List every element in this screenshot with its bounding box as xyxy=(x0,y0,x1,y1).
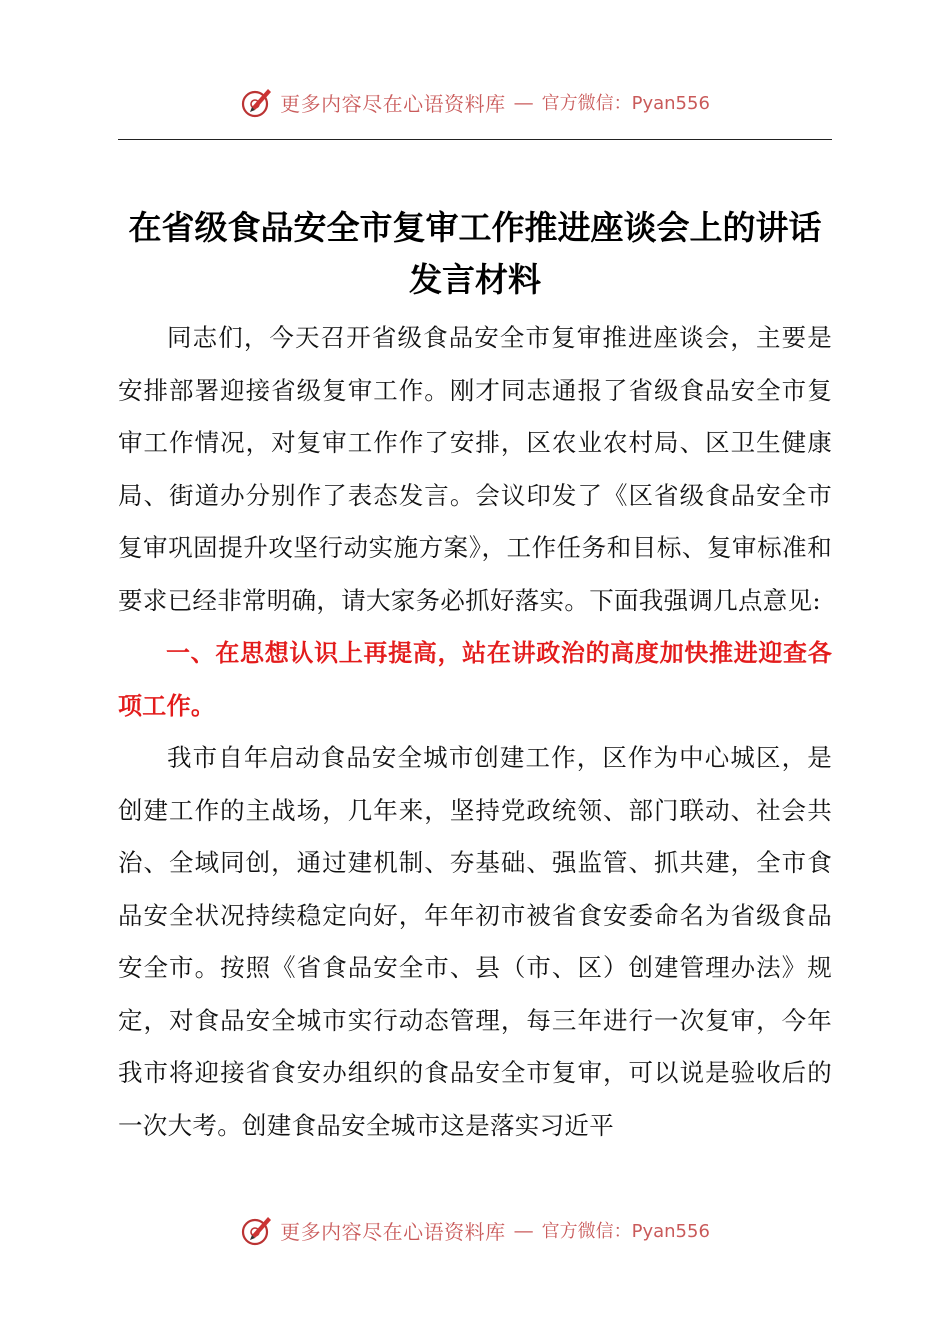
header-divider xyxy=(118,139,832,140)
document-body xyxy=(118,312,832,1152)
paragraph-intro: 同志们，今天召开省级食品安全市复审推进座谈会，主要是安排部署迎接省级复审工作。刚才同志通报了省级食品安全市复审工作情况，对复审工作作了安排，区农业农村局、区卫生健康局、街道办分别作了表态发言。会议印发了《区省级食品安全市复审巩固提升攻坚行动实施方案》，工作任务和目标、复审标准和要求已经非常明确，请大家务必抓好落实。下面我强调几点意见: xyxy=(118,323,832,615)
banner-contact-text: 官方微信：Pyan556 xyxy=(541,93,710,114)
banner-site-text: 更多内容尽在心语资料库 xyxy=(280,1219,506,1244)
paragraph-section-1: 我市自年启动食品安全城市创建工作，区作为中心城区，是创建工作的主战场，几年来，坚持党政统领、部门联动、社会共治、全域同创，通过建机制、夯基础、强监管、抓共建，全市食品安全状况持续稳定向好，年年初市被省食安委命名为省级食品安全市。按照《省食品安全市、县（市、区）创建管理办法》规定，对食品安全城市实行动态管理，每三年进行一次复审，今年我市将迎接省食安办组织的食品安全市复审，可以说是验收后的一次大考。创建食品安全城市这是落实习近平 xyxy=(118,743,832,1140)
document-title: 在省级食品安全市复审工作推进座谈会上的讲话发言材料 xyxy=(128,208,822,300)
banner-contact-text: 官方微信：Pyan556 xyxy=(541,1221,710,1242)
footer-banner xyxy=(0,1212,950,1248)
banner-dash: — xyxy=(513,90,534,114)
banner-dash: — xyxy=(513,1218,534,1242)
section-heading-1: 一、在思想认识上再提高，站在讲政治的高度加快推进迎查各项工作。 xyxy=(118,639,832,720)
pen-logo-icon xyxy=(240,85,274,119)
pen-logo-icon xyxy=(240,1213,274,1247)
header-banner xyxy=(0,84,950,120)
banner-site-text: 更多内容尽在心语资料库 xyxy=(280,91,506,116)
